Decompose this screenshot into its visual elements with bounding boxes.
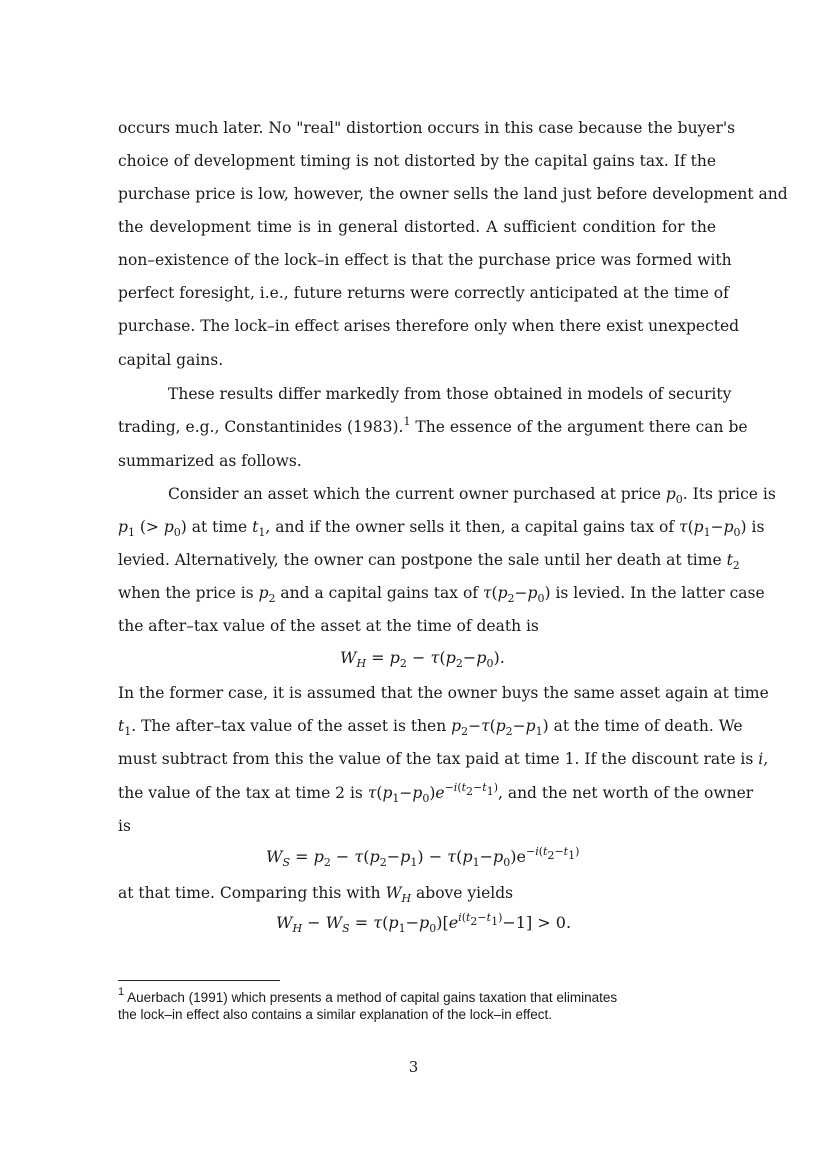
- equation-ws: $W_S = p_2 - \tau(p_2-p_1) - \tau(p_1-p_0)e^{-i(t_2-t_1)}$: [266, 845, 580, 869]
- body-text-line: summarized as follows.: [118, 452, 302, 470]
- body-text-line: In the former case, it is assumed that the owner buys the same asset again at time: [118, 684, 769, 702]
- body-text-line: $p_1$ (> $p_0$) at time $t_1$, and if the owner sells it then, a capital gains tax of $\tau(p_1-p_0)$ is: [118, 518, 765, 539]
- body-text-line: trading, e.g., Constantinides (1983).$^1$ The essence of the argument there can be: [118, 415, 748, 436]
- body-text-line: capital gains.: [118, 351, 224, 369]
- footnote-marker: 1: [118, 986, 125, 998]
- body-text-line: purchase price is low, however, the owner sells the land just before development and: [118, 185, 788, 203]
- body-text-line: non–existence of the lock–in effect is that the purchase price was formed with: [118, 251, 732, 269]
- equation-difference: $W_H - W_S = \tau(p_1-p_0)[e^{i(t_2-t_1)}-1] > 0$.: [276, 911, 572, 935]
- body-text-line: perfect foresight, i.e., future returns were correctly anticipated at the time of: [118, 284, 729, 302]
- footnote-marker: 1: [403, 415, 411, 428]
- body-text-line: the after–tax value of the asset at the time of death is: [118, 617, 539, 635]
- body-text-line: purchase. The lock–in effect arises therefore only when there exist unexpected: [118, 317, 740, 335]
- body-text-line: occurs much later. No "real" distortion occurs in this case because the buyer's: [118, 119, 736, 137]
- footnote-line: $^1$ Auerbach (1991) which presents a method of capital gains taxation that eliminates: [118, 986, 618, 1005]
- footnote-line: the lock–in effect also contains a similar explanation of the lock–in effect.: [118, 1007, 553, 1022]
- body-text-line: Consider an asset which the current owner purchased at price $p_0$. Its price is: [168, 485, 776, 506]
- body-text-line: the value of the tax at time 2 is $\tau(p_1-p_0)e^{-i(t_2-t_1)}$, and the net worth of the owner: [118, 781, 754, 805]
- body-text-line: levied. Alternatively, the owner can postpone the sale until her death at time $t_2$: [118, 551, 740, 572]
- body-text-line: $t_1$. The after–tax value of the asset is then $p_2-\tau(p_2-p_1)$ at the time of death. We: [118, 717, 743, 738]
- body-text-line: choice of development timing is not distorted by the capital gains tax. If the: [118, 152, 716, 170]
- body-text-line: These results differ markedly from those obtained in models of security: [168, 385, 732, 403]
- footnote-rule: [118, 980, 280, 981]
- body-text-line: is: [118, 817, 131, 835]
- equation-wh: $W_H = p_2 - \tau(p_2-p_0)$.: [340, 648, 505, 670]
- body-text-line: the development time is in general distorted. A sufficient condition for the: [118, 218, 716, 236]
- body-text-line: at that time. Comparing this with $W_H$ above yields: [118, 884, 514, 905]
- body-text-line: must subtract from this the value of the tax paid at time 1. If the discount rate is i,: [118, 750, 769, 768]
- page-number: 3: [408, 1058, 419, 1076]
- body-text-line: when the price is $p_2$ and a capital gains tax of $\tau(p_2-p_0)$ is levied. In the latter case: [118, 584, 765, 605]
